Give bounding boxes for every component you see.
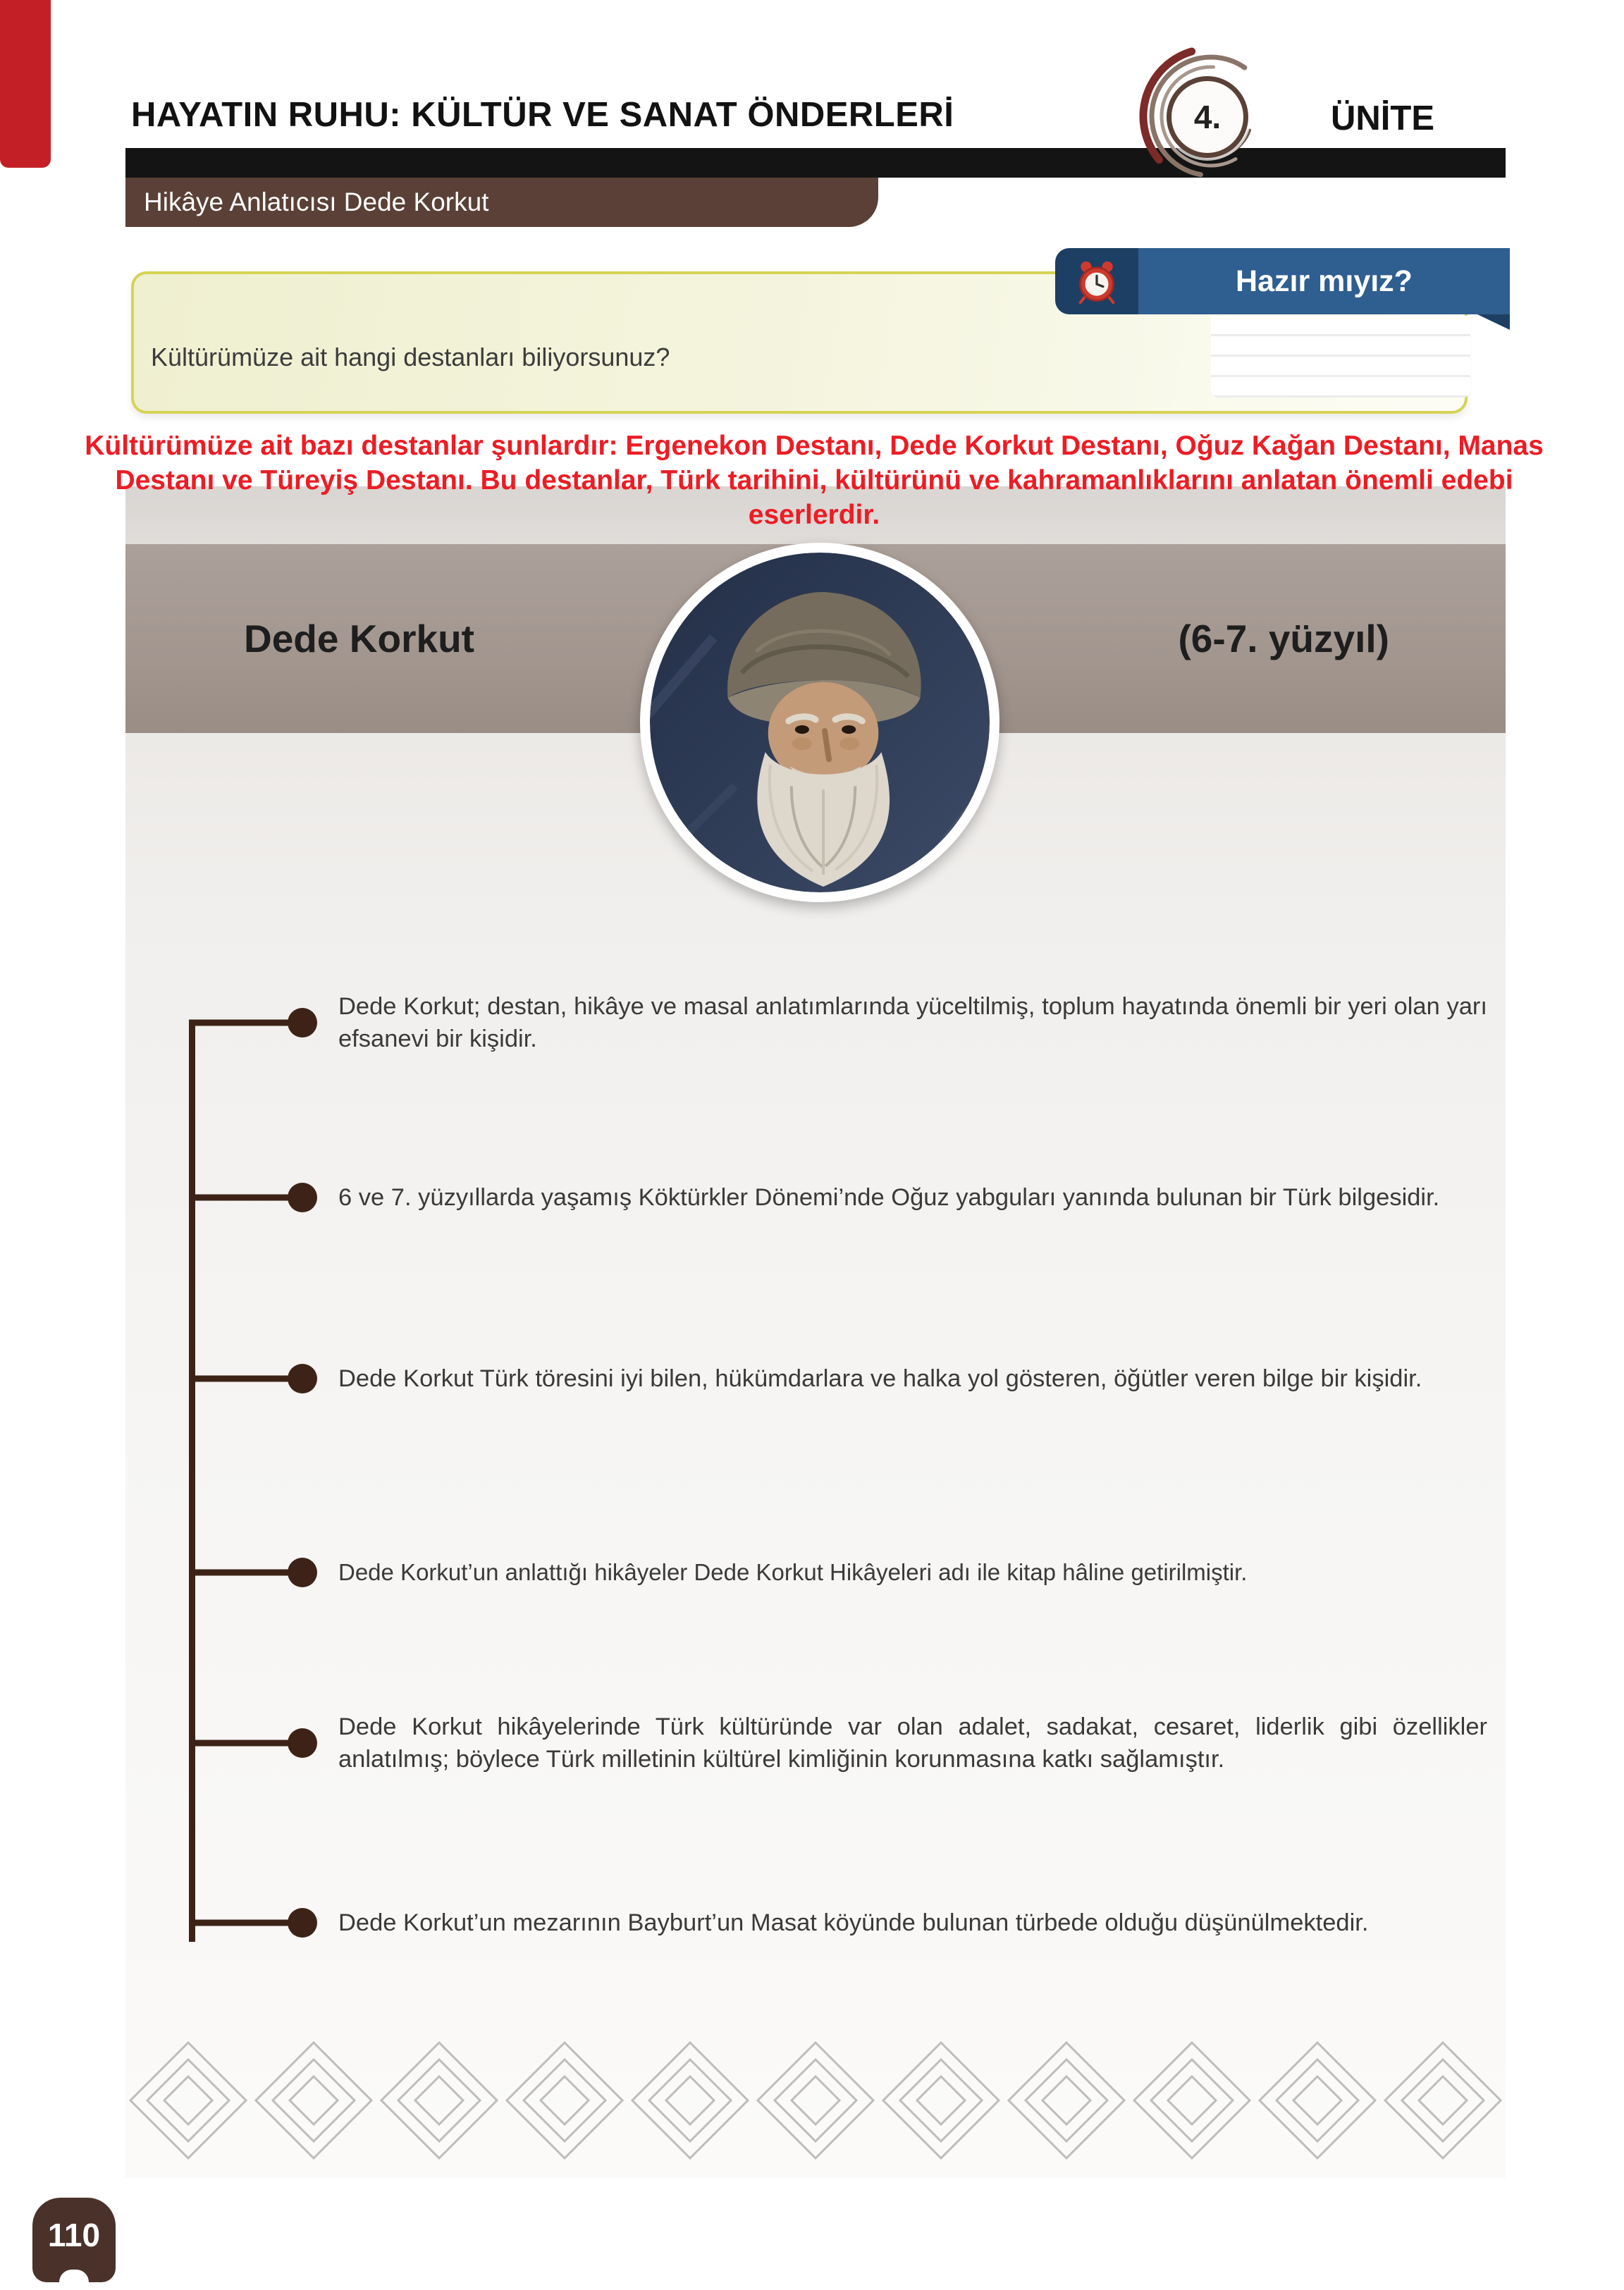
timeline-connector [189, 1740, 303, 1747]
fact-text: Dede Korkut hikâyelerinde Türk kültüründe var olan adalet, sadakat, cesaret, liderlik gibi özellikler anlatılmış; böylece Türk milletinin kültürel kimliğinin korunmasına katkı sağlamıştır. [338, 1713, 1487, 1773]
topic-banner [125, 178, 878, 227]
timeline-dot [288, 1183, 317, 1212]
page-number-badge [32, 2198, 116, 2282]
page-title: HAYATIN RUHU: KÜLTÜR VE SANAT ÖNDERLERİ [131, 96, 954, 134]
alarm-clock-icon [1074, 258, 1120, 304]
timeline-connector [189, 1195, 303, 1201]
timeline-connector [189, 1920, 303, 1926]
topic-banner-label: Hikâye Anlatıcısı Dede Korkut [144, 187, 489, 216]
fact-text: Dede Korkut’un anlattığı hikâyeler Dede Korkut Hikâyeleri adı ile kitap hâline getirilmiştir. [338, 1559, 1248, 1585]
timeline-connector [189, 1020, 303, 1026]
timeline-dot [288, 1364, 317, 1393]
ready-banner-fold [1477, 314, 1510, 330]
diamond-ornament-icon [125, 2033, 1506, 2167]
warmup-question-text: Kültürümüze ait hangi destanları biliyorsunuz? [151, 343, 670, 371]
timeline-connector [189, 1570, 303, 1576]
figure-portrait [640, 543, 999, 902]
figure-name: Dede Korkut [244, 617, 474, 660]
timeline-dot [288, 1558, 317, 1587]
timeline-dot [288, 1908, 317, 1938]
unit-label: ÜNİTE [1331, 99, 1434, 137]
fact-item [192, 1907, 1487, 1939]
fact-text: Dede Korkut; destan, hikâye ve masal anlatımlarında yüceltilmiş, toplum hayatında önemli bir yeri olan yarı efsanevi bir kişidir. [338, 993, 1487, 1052]
dede-korkut-portrait-illustration [650, 553, 990, 892]
unit-number: 4. [1193, 99, 1222, 135]
ready-banner-title: Hazır mıyız? [1138, 248, 1510, 314]
corner-ribbon [0, 0, 51, 168]
unit-number-badge [1167, 76, 1248, 158]
fact-item [192, 1362, 1487, 1395]
answer-lines-area [1211, 316, 1470, 398]
fact-item [192, 1181, 1487, 1214]
ready-banner-tab [1055, 248, 1138, 314]
timeline-dot [288, 1728, 317, 1758]
fact-item [192, 1711, 1487, 1775]
fact-text: 6 ve 7. yüzyıllarda yaşamış Köktürkler Dönemi’nde Oğuz yabguları yanında bulunan bir Türk bilgesidir. [338, 1184, 1440, 1211]
timeline-line [189, 1020, 195, 1942]
handwritten-answer: Kültürümüze ait bazı destanlar şunlardır: Ergenekon Destanı, Dede Korkut Destanı, Oğuz Kağan Destanı, Manas Destanı ve Türeyiş Destanı. Bu destanlar, Türk tarihini, kültürünü ve kahramanlıklarını anlatan önemli edebi eserlerdir. [85, 431, 1544, 530]
figure-period: (6-7. yüzyıl) [1178, 617, 1389, 660]
timeline-connector [189, 1376, 303, 1382]
fact-text: Dede Korkut’un mezarının Bayburt’un Masat köyünde bulunan türbede olduğu düşünülmektedir. [338, 1909, 1369, 1936]
fact-text: Dede Korkut Türk töresini iyi bilen, hükümdarlara ve halka yol gösteren, öğütler veren bilge bir kişidir. [338, 1365, 1422, 1392]
ready-banner [1055, 248, 1510, 314]
page-number: 110 [47, 2217, 101, 2253]
timeline-dot [288, 1008, 317, 1038]
fact-item [192, 990, 1487, 1055]
fact-item [192, 1556, 1487, 1589]
